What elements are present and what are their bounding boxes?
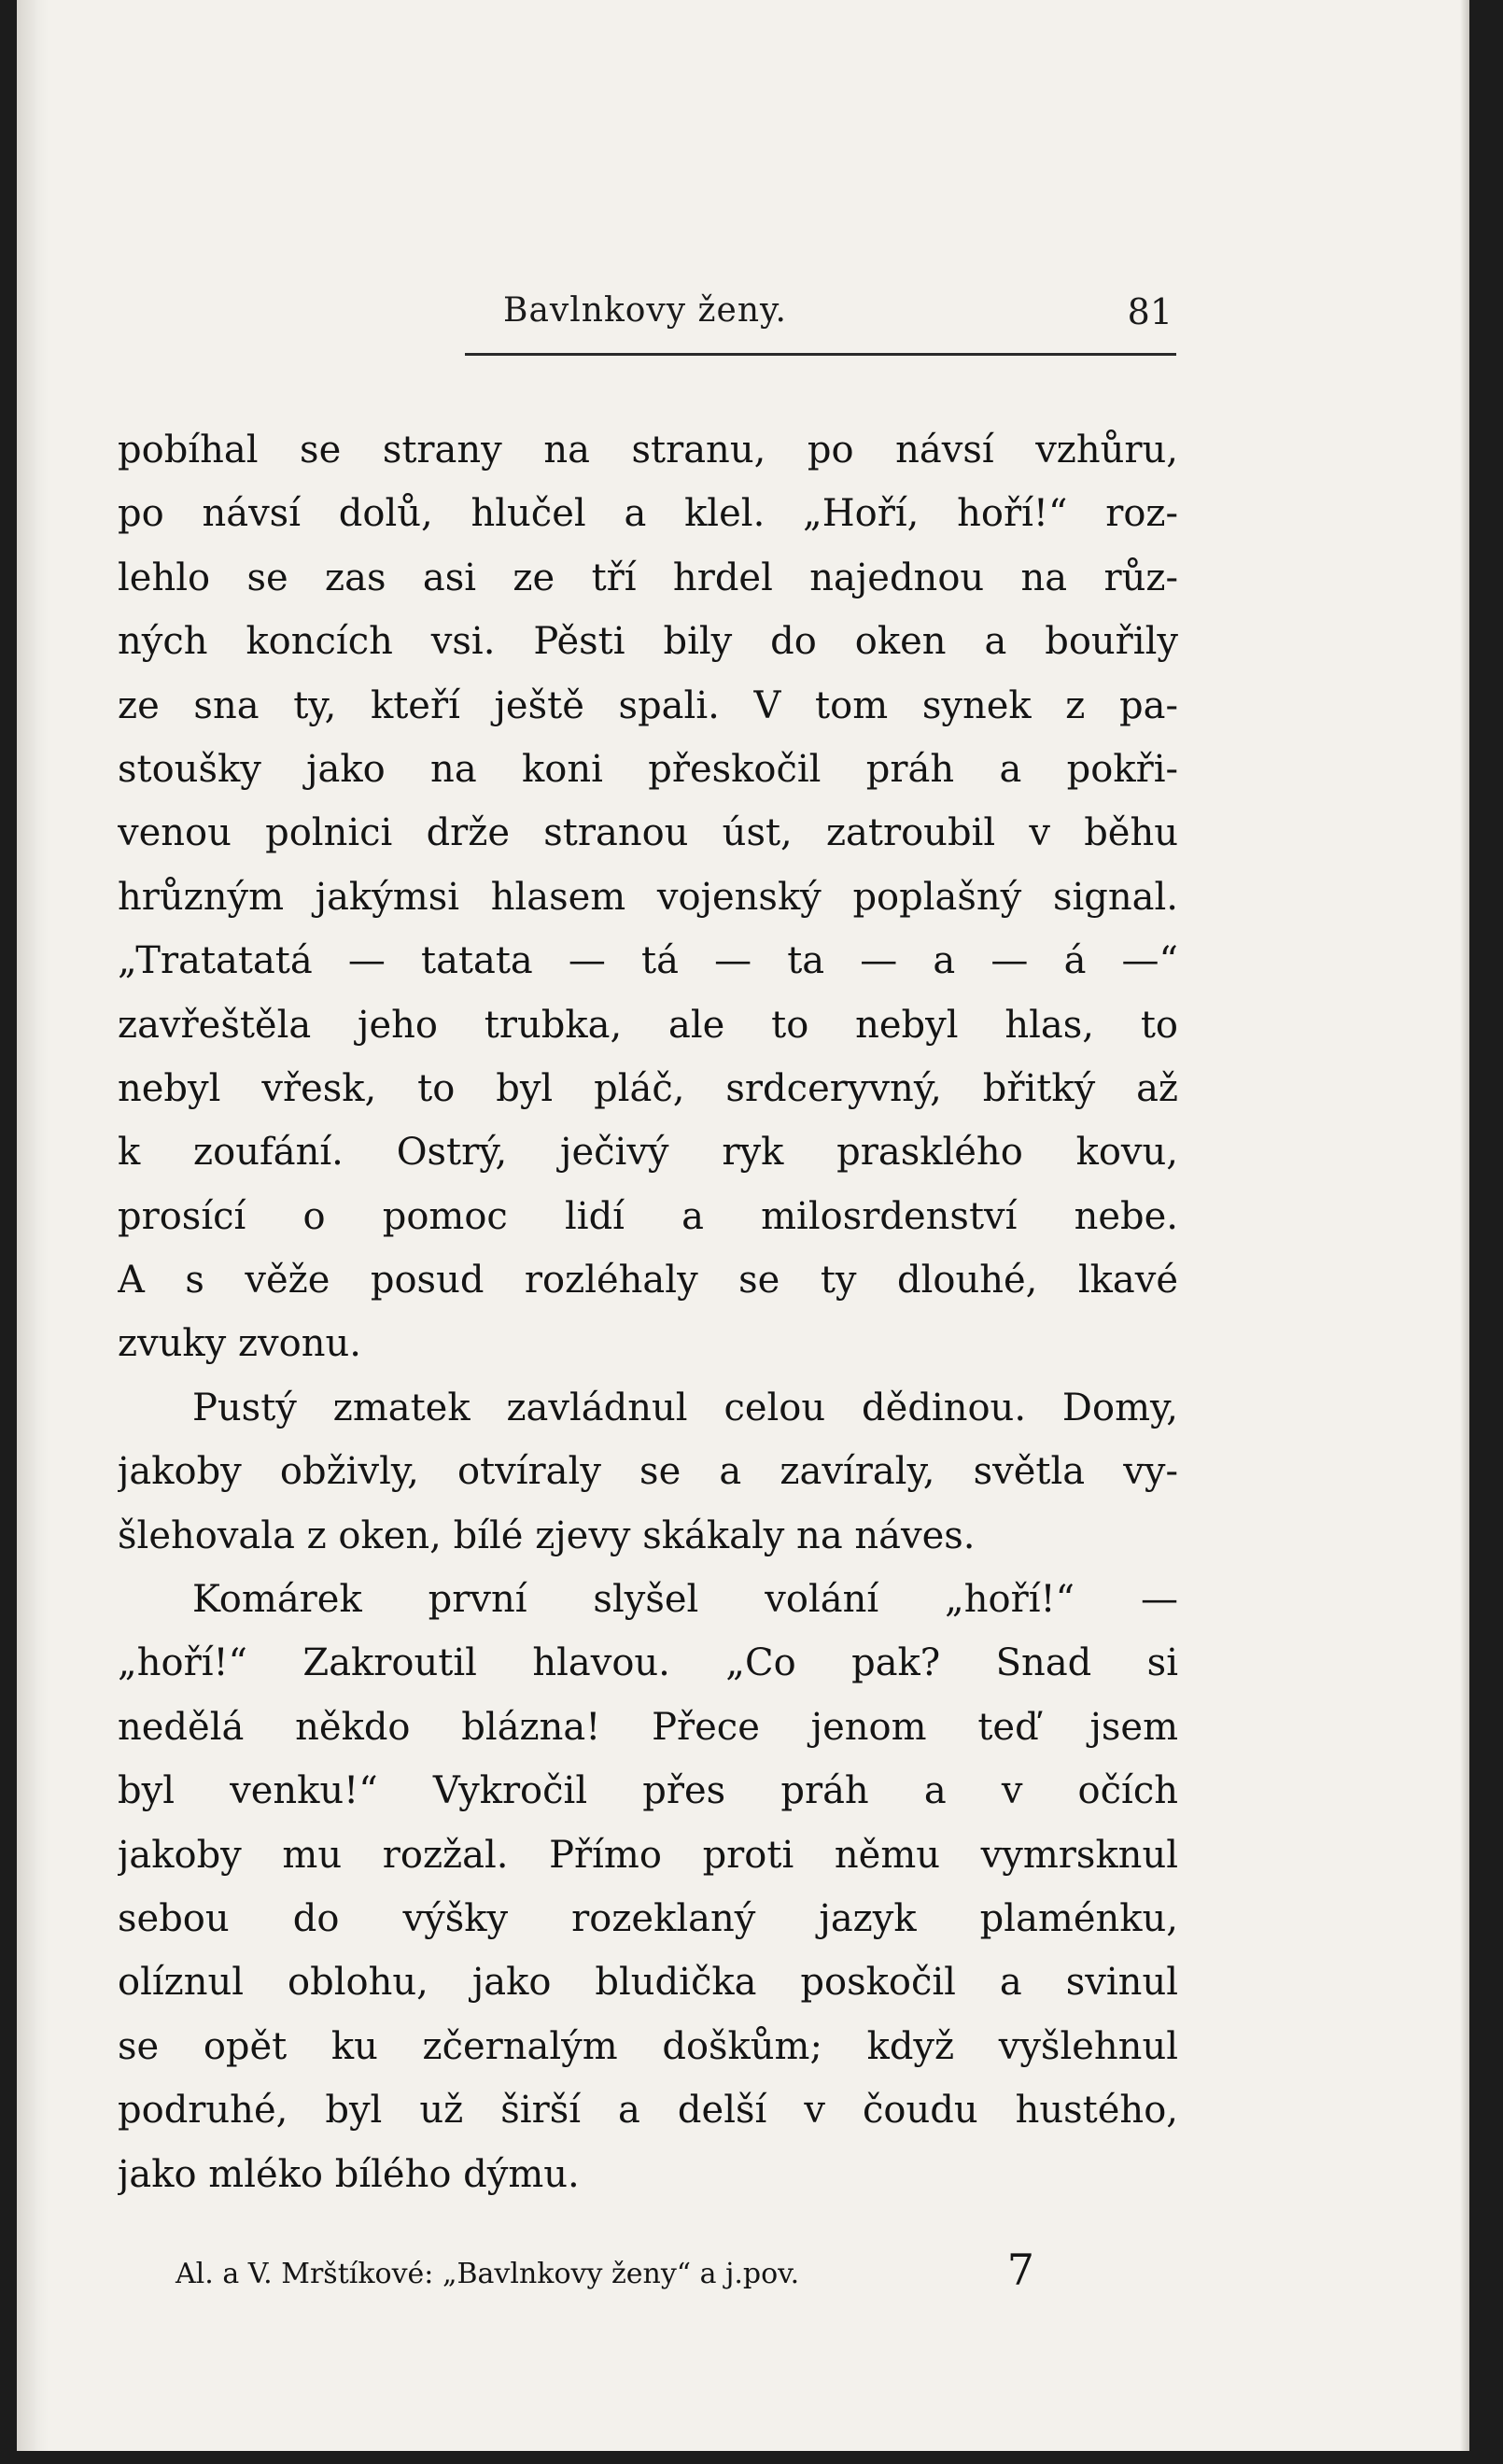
text-line: jakoby mu rozžal. Přímo proti němu vymrsknul [118, 1833, 1178, 1877]
sheet-number: 7 [1006, 2245, 1034, 2295]
text-line: jako mléko bílého dýmu. [118, 2152, 580, 2196]
text-line: po návsí dolů, hlučel a klel. „Hoří, hoří!“ roz- [118, 492, 1178, 536]
text-line: „hoří!“ Zakroutil hlavou. „Co pak? Snad si [118, 1641, 1178, 1685]
text-line: podruhé, byl už širší a delší v čoudu hustého, [118, 2089, 1178, 2133]
paragraph-start-line: Komárek první slyšel volání „hoří!“ — [192, 1578, 1178, 1622]
book-page [17, 0, 1469, 2451]
text-line: byl venku!“ Vykročil přes práh a v očích [118, 1769, 1178, 1813]
text-line: sebou do výšky rozeklaný jazyk plaménku, [118, 1896, 1178, 1940]
text-line: hrůzným jakýmsi hlasem vojenský poplašný signal. [118, 875, 1178, 919]
text-line: lehlo se zas asi ze tří hrdel najednou na růz- [118, 556, 1178, 599]
header-rule [465, 353, 1176, 356]
page-edge-shadow [1460, 0, 1469, 2451]
text-line: prosící o pomoc lidí a milosrdenství nebe. [118, 1194, 1178, 1238]
text-line: olíznul oblohu, jako bludička poskočil a svinul [118, 1961, 1178, 2005]
page-spine-shadow [17, 0, 49, 2451]
page-number: 81 [1127, 291, 1173, 332]
text-line: nebyl vřesk, to byl pláč, srdceryvný, břitký až [118, 1066, 1178, 1110]
running-header [118, 291, 1173, 344]
text-line: venou polnici drže stranou úst, zatroubil v běhu [118, 811, 1178, 855]
sheet-signature-footer [176, 2245, 1034, 2310]
text-line: ných koncích vsi. Pěsti bily do oken a bouřily [118, 620, 1178, 664]
text-line: k zoufání. Ostrý, ječivý ryk prasklého kovu, [118, 1131, 1178, 1175]
text-line: jakoby obživly, otvíraly se a zavíraly, světla vy- [118, 1450, 1178, 1494]
text-line: se opět ku zčernalým doškům; když vyšlehnul [118, 2024, 1178, 2068]
text-line: stoušky jako na koni přeskočil práh a pokři- [118, 747, 1178, 791]
paragraph-start-line: Pustý zmatek zavládnul celou dědinou. Domy, [192, 1386, 1178, 1429]
sheet-signature: Al. a V. Mrštíkové: „Bavlnkovy ženy“ a j.pov. [176, 2258, 800, 2290]
text-line: ze sna ty, kteří ještě spali. V tom synek z pa- [118, 683, 1178, 727]
text-line: zvuky zvonu. [118, 1322, 361, 1366]
text-line: zavřeštěla jeho trubka, ale to nebyl hlas, to [118, 1003, 1178, 1047]
body-text [118, 418, 1178, 2206]
text-line: šlehovala z oken, bílé zjevy skákaly na náves. [118, 1514, 976, 1557]
text-line: A s věže posud rozléhaly se ty dlouhé, lkavé [118, 1259, 1178, 1302]
text-line: nedělá někdo blázna! Přece jenom teď jsem [118, 1705, 1178, 1749]
text-line: „Tratatatá — tatata — tá — ta — a — á —“ [118, 939, 1178, 983]
running-title: Bavlnkovy ženy. [502, 291, 788, 330]
text-line: pobíhal se strany na stranu, po návsí vzhůru, [118, 429, 1178, 472]
